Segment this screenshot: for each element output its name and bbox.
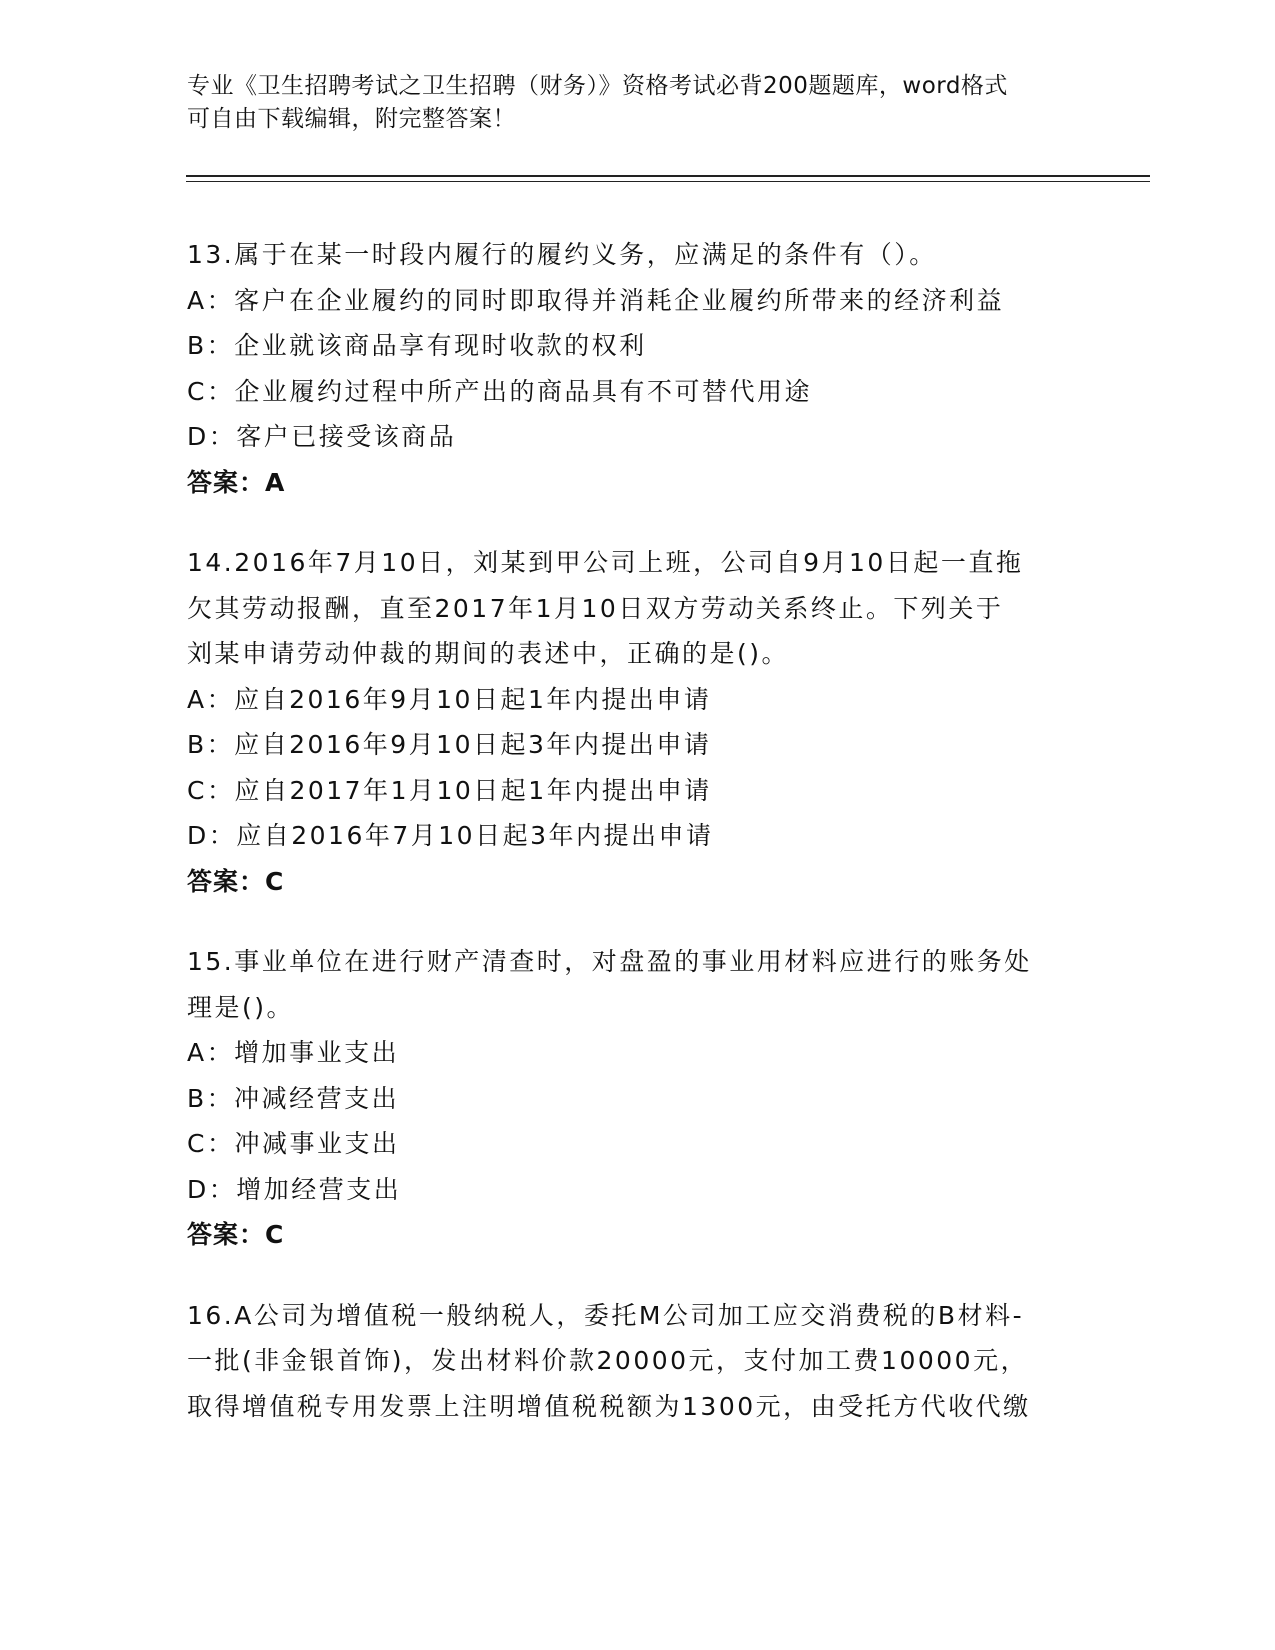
question-15	[187, 939, 1187, 1258]
option-d: D：客户已接受该商品	[187, 422, 457, 451]
document-header	[187, 70, 1087, 136]
answer-label: 答案：C	[187, 1220, 285, 1249]
option-b: B：应自2016年9月10日起3年内提出申请	[187, 730, 712, 759]
question-list	[187, 232, 1187, 1464]
option-c: C：企业履约过程中所产出的商品具有不可替代用途	[187, 376, 812, 406]
question-14	[187, 540, 1187, 904]
question-stem: 13.属于在某一时段内履行的履约义务，应满足的条件有（）。	[187, 240, 937, 269]
question-16	[187, 1293, 1187, 1430]
question-stem: 欠其劳动报酬，直至2017年1月10日双方劳动关系终止。下列关于	[187, 593, 1004, 623]
option-a: A：应自2016年9月10日起1年内提出申请	[187, 684, 712, 714]
question-stem: 一批(非金银首饰)，发出材料价款20000元，支付加工费10000元，	[187, 1346, 1029, 1375]
question-stem: 刘某申请劳动仲裁的期间的表述中，正确的是()。	[187, 639, 790, 668]
option-b: B：冲减经营支出	[187, 1083, 400, 1113]
answer-label: 答案：A	[187, 467, 286, 497]
question-stem: 理是()。	[187, 992, 295, 1022]
question-13	[187, 232, 1187, 505]
option-d: D：增加经营支出	[187, 1174, 402, 1204]
option-a: A：客户在企业履约的同时即取得并消耗企业履约所带来的经济利益	[187, 285, 1005, 315]
question-stem: 15.事业单位在进行财产清查时，对盘盈的事业用材料应进行的账务处	[187, 947, 1032, 976]
option-a: A：增加事业支出	[187, 1038, 400, 1067]
question-stem: 14.2016年7月10日，刘某到甲公司上班，公司自9月10日起一直拖	[187, 548, 1024, 577]
header-divider-thin	[186, 181, 1150, 182]
answer-label: 答案：C	[187, 866, 285, 896]
option-c: C：应自2017年1月10日起1年内提出申请	[187, 775, 712, 805]
question-stem: 16.A公司为增值税一般纳税人，委托M公司加工应交消费税的B材料-	[187, 1300, 1025, 1330]
option-c: C：冲减事业支出	[187, 1129, 400, 1158]
option-d: D：应自2016年7月10日起3年内提出申请	[187, 821, 714, 850]
header-line-2: 可自由下载编辑，附完整答案！	[187, 106, 516, 132]
header-divider-thick	[186, 175, 1150, 177]
option-b: B：企业就该商品享有现时收款的权利	[187, 331, 647, 360]
question-stem: 取得增值税专用发票上注明增值税税额为1300元，由受托方代收代缴	[187, 1391, 1031, 1421]
header-line-1: 专业《卫生招聘考试之卫生招聘（财务）》资格考试必背200题题库，word格式	[187, 73, 1008, 99]
